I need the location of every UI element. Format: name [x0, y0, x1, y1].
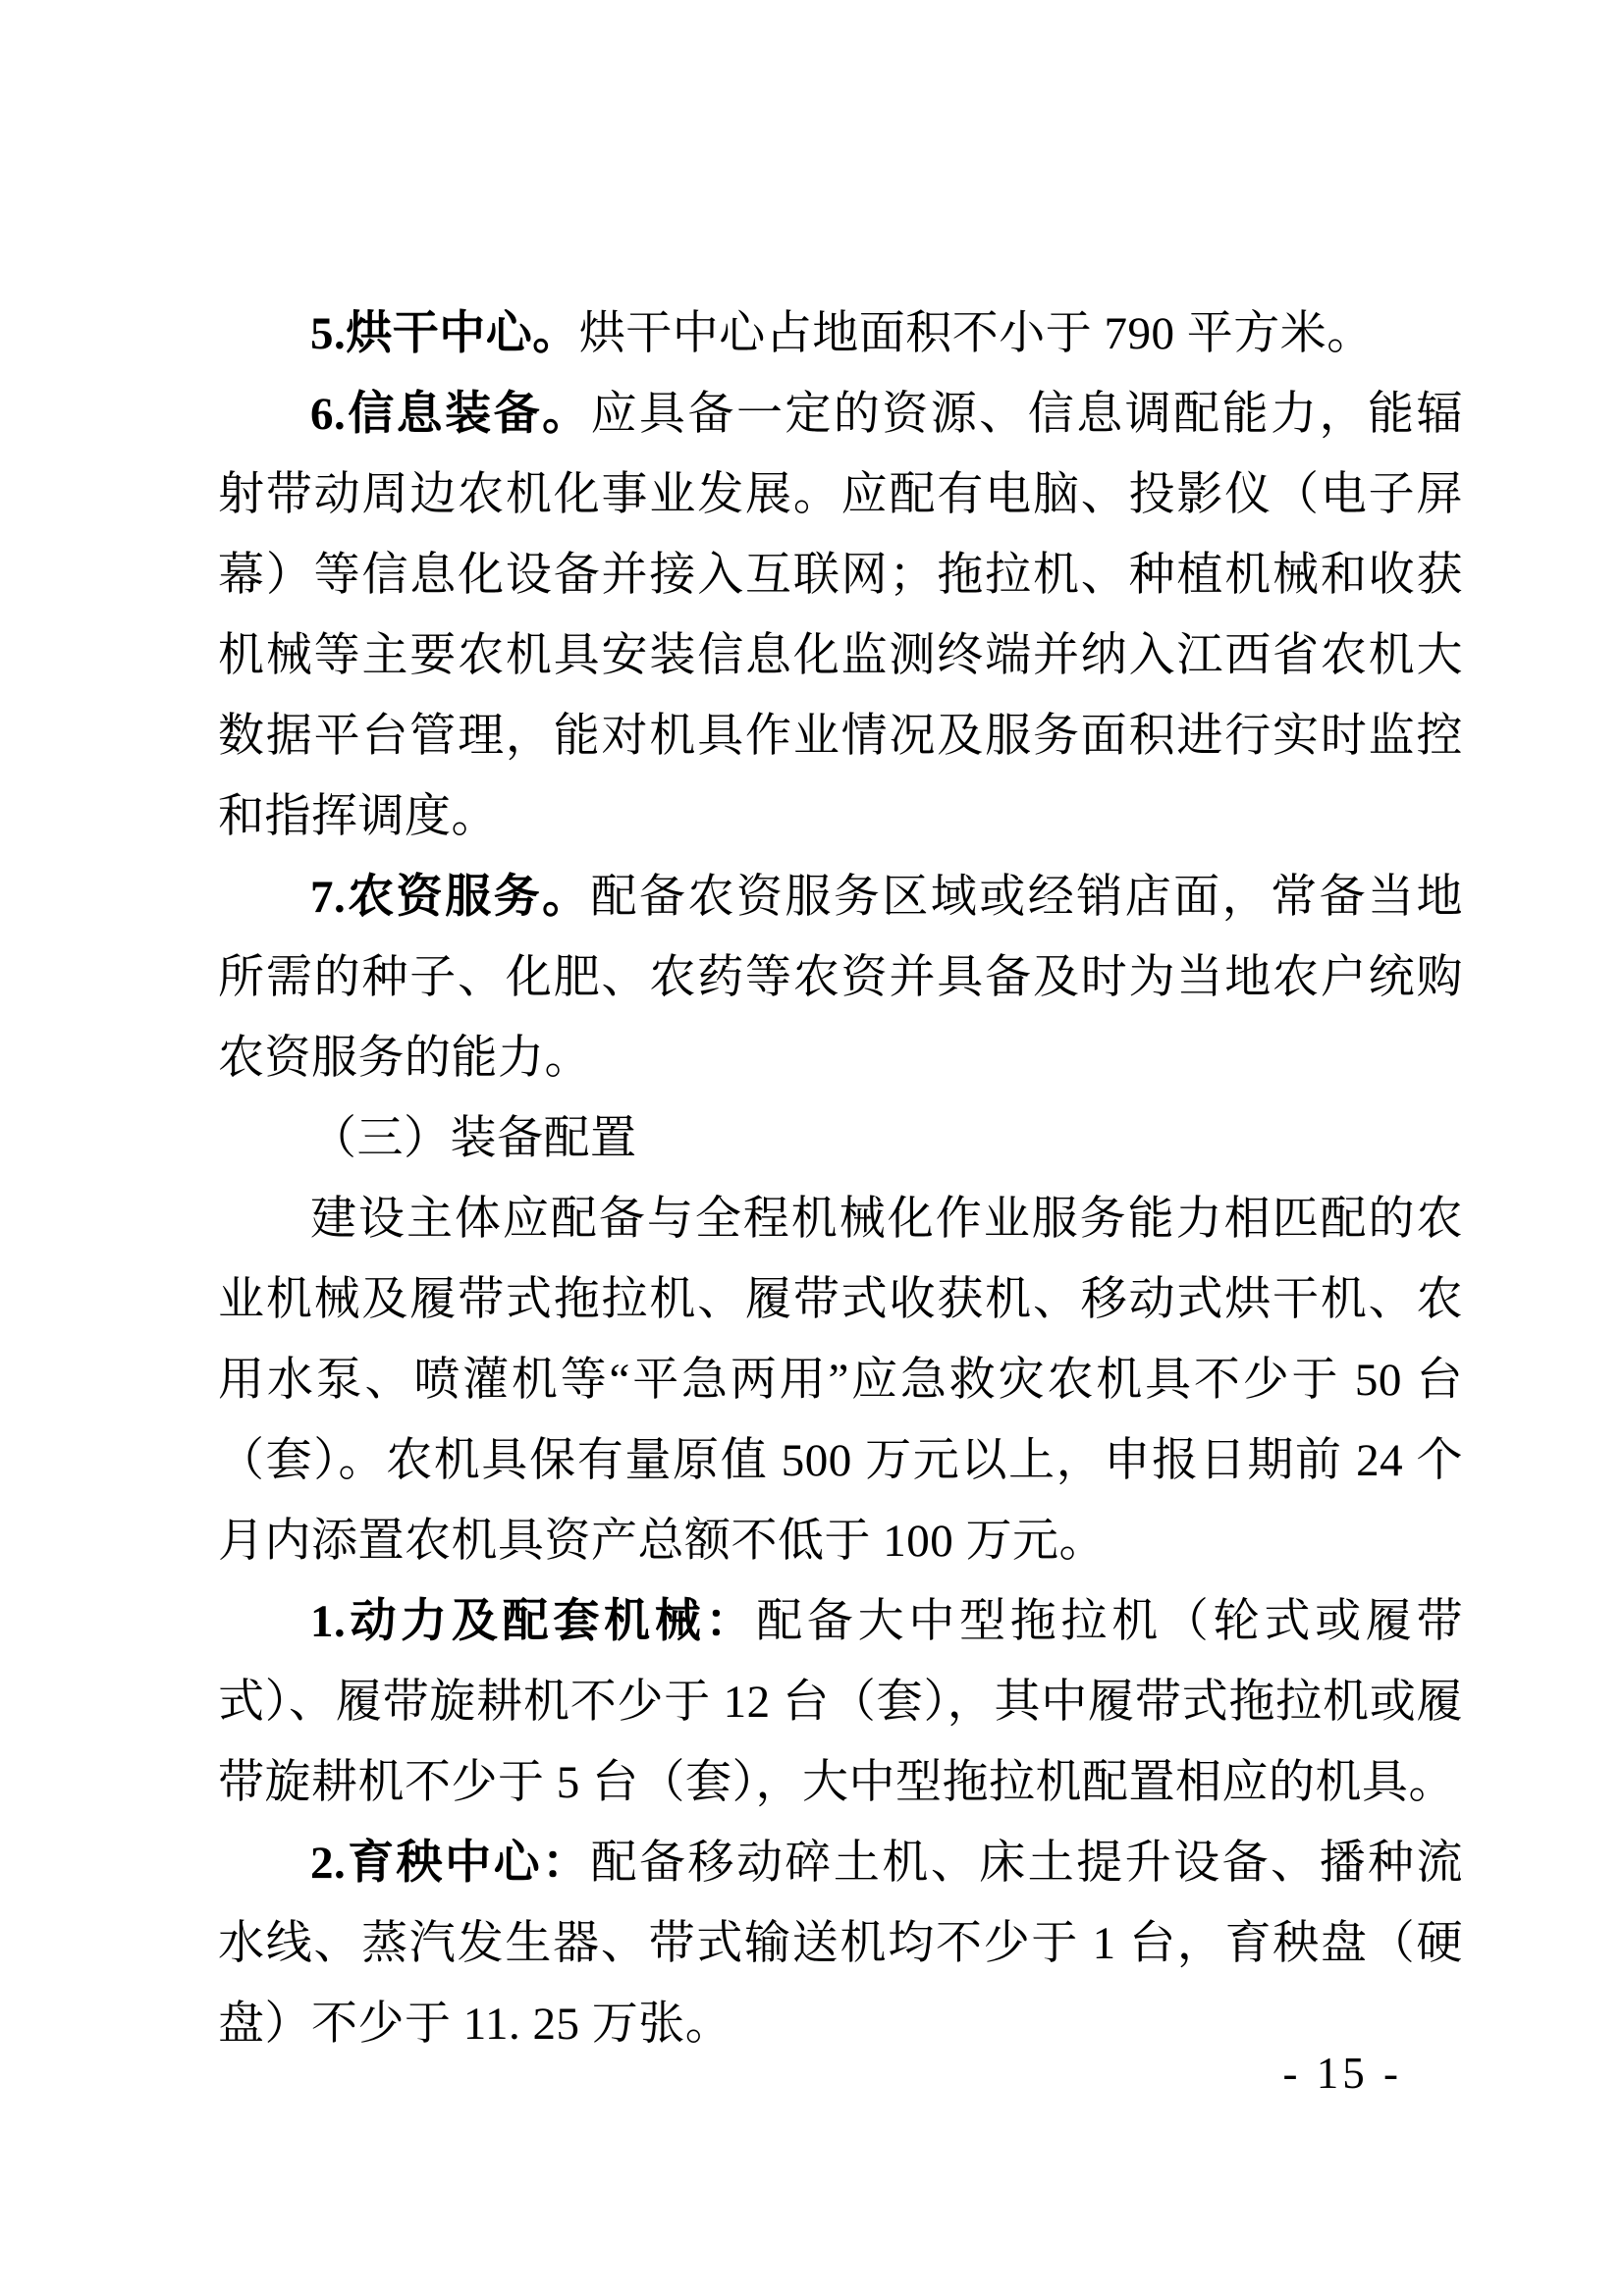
paragraph: 2.育秧中心：配备移动碎土机、床土提升设备、播种流水线、蒸汽发生器、带式输送机均不少于 1 台，育秧盘（硬盘）不少于 11. 25 万张。: [218, 1838, 1464, 2050]
paragraph-lead: 1.动力及配套机械：: [310, 1596, 757, 1647]
paragraph: 6.信息装备。应具备一定的资源、信息调配能力，能辐射带动周边农机化事业发展。应配有电脑、投影仪（电子屏幕）等信息化设备并接入互联网；拖拉机、种植机械和收获机械等主要农机具安装信息化监测终端并纳入江西省农机大数据平台管理，能对机具作业情况及服务面积进行实时监控和指挥调度。: [218, 389, 1464, 842]
paragraph: （三）装备配置: [310, 1113, 637, 1164]
document-body: [218, 294, 1463, 2064]
paragraph-lead: 5.烘干中心。: [310, 308, 579, 359]
paragraph-lead: 2.育秧中心：: [310, 1838, 591, 1889]
paragraph: 7.农资服务。配备农资服务区域或经销店面，常备当地所需的种子、化肥、农药等农资并具备及时为当地农户统购农资服务的能力。: [218, 872, 1464, 1084]
paragraph: 5.烘干中心。烘干中心占地面积不小于 790 平方米。: [310, 308, 1374, 359]
paragraph: 建设主体应配备与全程机械化作业服务能力相匹配的农业机械及履带式拖拉机、履带式收获机、移动式烘干机、农用水泵、喷灌机等“平急两用”应急救灾农机具不少于 50 台（套）。农机具保有量原值 500 万元以上，申报日期前 24 个月内添置农机具资产总额不低于 100 万元。: [218, 1194, 1463, 1567]
paragraph-lead: 6.信息装备。: [310, 389, 591, 440]
paragraph-lead: 7.农资服务。: [310, 872, 591, 923]
paragraph: 1.动力及配套机械：配备大中型拖拉机（轮式或履带式）、履带旋耕机不少于 12 台（套），其中履带式拖拉机或履带旋耕机不少于 5 台（套），大中型拖拉机配置相应的机具。: [218, 1596, 1464, 1808]
page-number: - 15 -: [1282, 2049, 1402, 2098]
